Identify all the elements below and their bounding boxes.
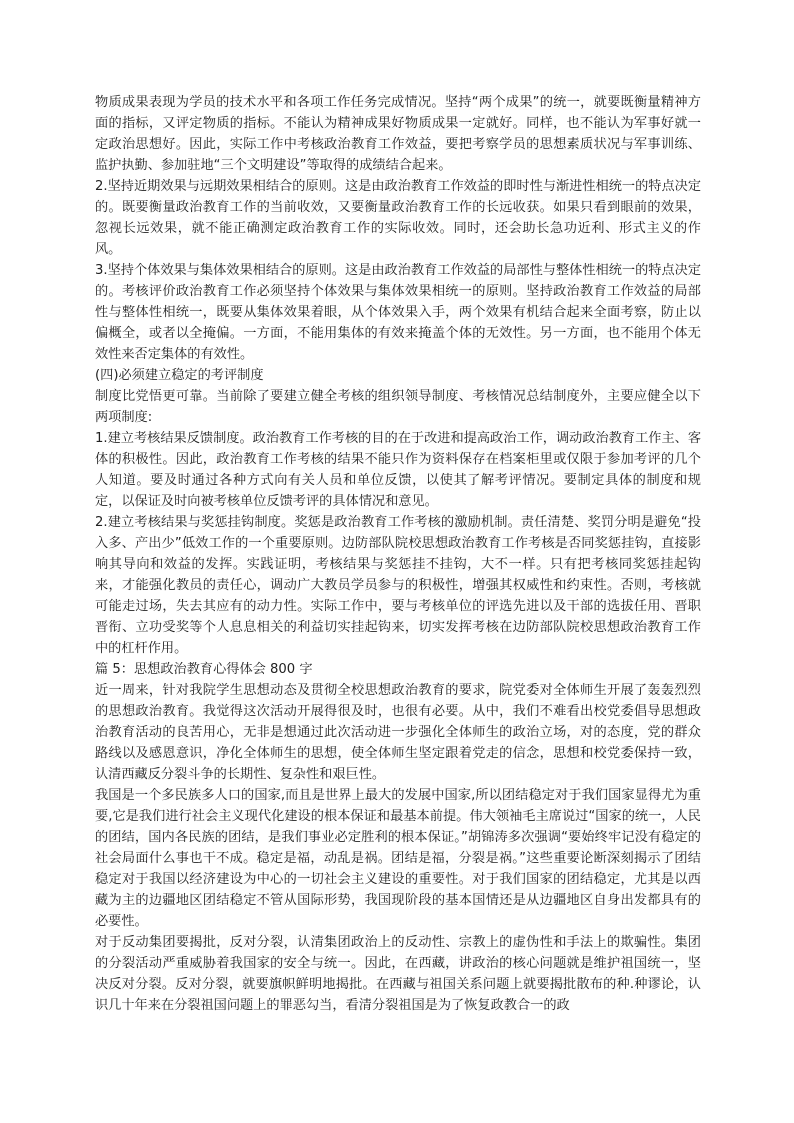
paragraph-system-intro: 制度比党悟更可靠。当前除了要建立健全考核的组织领导制度、考核情况总结制度外，主要应健全以下两项制度:: [95, 389, 701, 425]
paragraph-unity-stability: 我国是一个多民族多人口的国家,而且是世界上最大的发展中国家,所以团结稳定对于我们国家显得尤为重要,它是我们进行社会主义现代化建设的根本保证和最基本前提。伟大领袖毛主席说过“国家的统一，人民的团结，国内各民族的团结，是我们事业必定胜利的根本保证。”胡锦涛多次强调“要始终牢记没有稳定的社会局面什么事也干不成。稳定是福，动乱是祸。团结是福，分裂是祸。”这些重要论断深刻揭示了团结稳定对于我国以经济建设为中心的一切社会主义建设的重要性。对于我们国家的团结稳定，尤其是以西藏为主的边疆地区团结稳定不管从国际形势，我国现阶段的基本国情还是从边疆地区自身出发都具有的必要性。: [95, 788, 701, 929]
paragraph-principle-3: 3.坚持个体效果与集体效果相结合的原则。这是由政治教育工作效益的局部性与整体性相统一的特点决定的。考核评价政治教育工作必须坚持个体效果与集体效果相统一的原则。坚持政治教育工作效益的局部性与整体性相统一，既要从集体效果着眼，从个体效果入手，两个效果有机结合起来全面考察，防止以偏概全，或者以全掩偏。一方面，不能用集体的有效来掩盖个体的无效性。另一方面，也不能用个体无效性来否定集体的有效性。: [95, 263, 702, 362]
paragraph-physical-results: 物质成果表现为学员的技术水平和各项工作任务完成情况。坚持“两个成果”的统一，就要既衡量精神方面的指标，又评定物质的指标。不能认为精神成果好物质成果一定就好。同样，也不能认为军事好就一定政治思想好。因此，实际工作中考核政治教育工作效益，要把考察学员的思想素质状况与军事训练、监护执勤、参加驻地“三个文明建设”等取得的成绩结合起来。: [95, 95, 701, 173]
paragraph-feedback-system: 1.建立考核结果反馈制度。政治教育工作考核的目的在于改进和提高政治工作，调动政治教育工作主、客体的积极性。因此，政治教育工作考核的结果不能只作为资料保存在档案柜里或仅限于参加考评的几个人知道。要及时通过各种方式向有关人员和单位反馈，以使其了解考评情况。要制定具体的制度和规定，以保证及时向被考核单位反馈考评的具体情况和意见。: [95, 431, 702, 509]
document-page: [95, 92, 701, 1016]
paragraph-oppose-separatism: 对于反动集团要揭批，反对分裂，认清集团政治上的反动性、宗教上的虚伪性和手法上的欺骗性。集团的分裂活动严重威胁着我国家的安全与统一。因此，在西藏，讲政治的核心问题就是维护祖国统一，坚决反对分裂。反对分裂，就要旗帜鲜明地揭批。在西藏与祖国关系问题上就要揭批散布的种.种谬论，认识几十年来在分裂祖国问题上的罪恶勾当，看清分裂祖国是为了恢复政教合一的政: [95, 935, 701, 1013]
paragraph-week-activity: 近一周来，针对我院学生思想动态及贯彻全校思想政治教育的要求，院党委对全体师生开展了轰轰烈烈的思想政治教育。我觉得这次活动开展得很及时，也很有必要。从中，我们不难看出校党委倡导思想政治教育活动的良苦用心，无非是想通过此次活动进一步强化全体师生的政治立场，对的态度，党的群众路线以及感恩意识，净化全体师生的思想，使全体师生坚定跟着党走的信念，思想和校党委保持一致，认清西藏反分裂斗争的长期性、复杂性和艰巨性。: [95, 683, 701, 782]
section-heading-4: (四)必须建立稳定的考评制度: [95, 368, 264, 383]
article-heading-5: 篇 5：思想政治教育心得体会 800 字: [95, 662, 313, 677]
paragraph-reward-system: 2.建立考核结果与奖惩挂钩制度。奖惩是政治教育工作考核的激励机制。责任清楚、奖罚分明是避免“投入多、产出少”低效工作的一个重要原则。边防部队院校思想政治教育工作考核是否同奖惩挂钩，直接影响其导向和效益的发挥。实践证明，考核结果与奖惩挂不挂钩，大不一样。只有把考核同奖惩挂起钩来，才能强化教员的责任心，调动广大教员学员参与的积极性，增强其权威性和约束性。否则，考核就可能走过场，失去其应有的动力性。实际工作中，要与考核单位的评选先进以及干部的选拔任用、晋职晋衔、立功受奖等个人息息相关的利益切实挂起钩来，切实发挥考核在边防部队院校思想政治教育工作中的杠杆作用。: [95, 515, 701, 656]
paragraph-principle-2: 2.坚持近期效果与远期效果相结合的原则。这是由政治教育工作效益的即时性与渐进性相统一的特点决定的。既要衡量政治教育工作的当前收效，又要衡量政治教育工作的长远收获。如果只看到眼前的效果，忽视长远效果，就不能正确测定政治教育工作的实际收效。同时，还会助长急功近利、形式主义的作风。: [95, 179, 702, 257]
